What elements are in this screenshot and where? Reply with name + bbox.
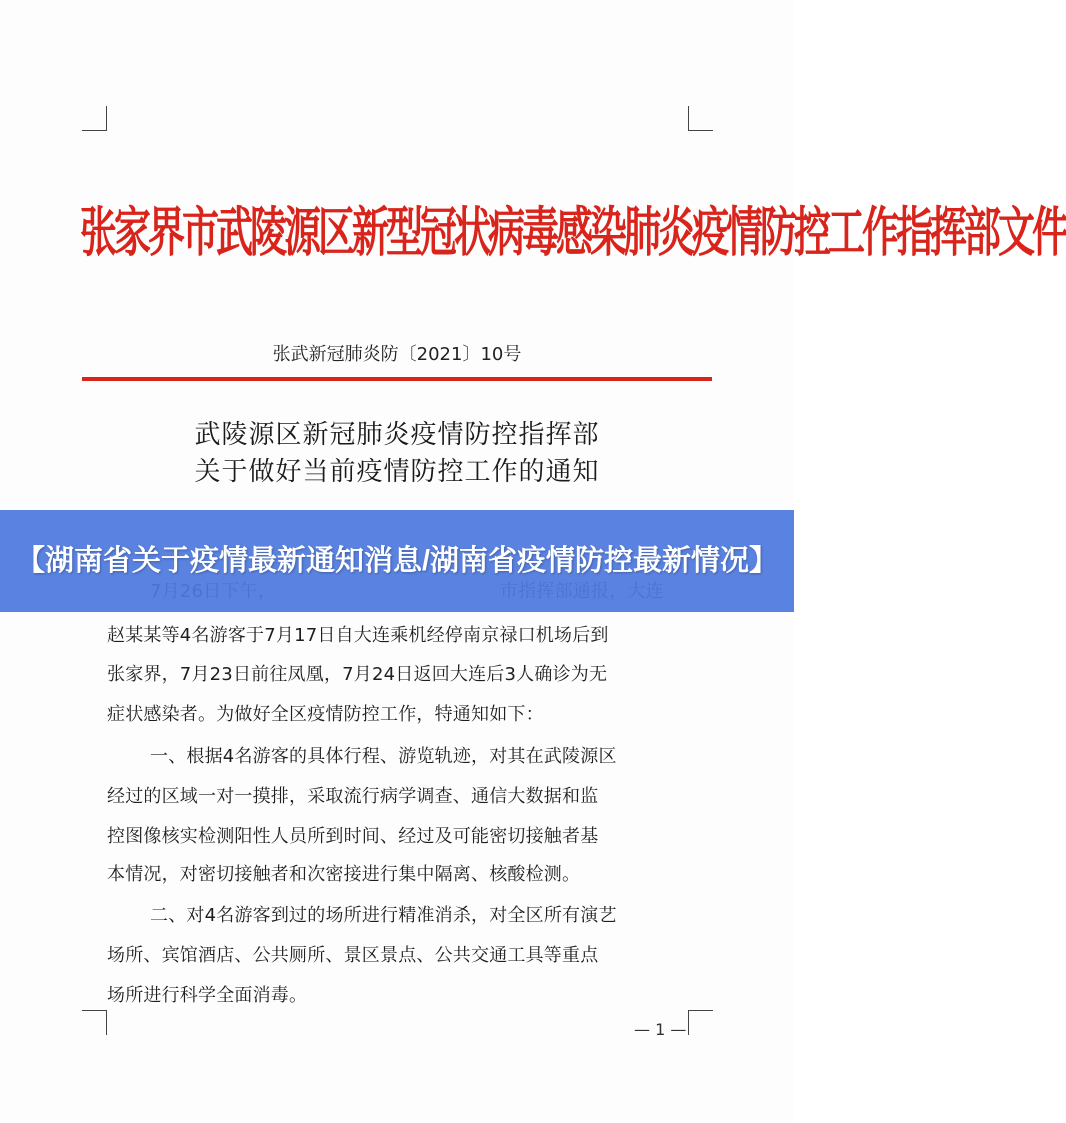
body-line: 本情况，对密切接触者和次密接进行集中隔离、核酸检测。 bbox=[107, 864, 581, 885]
issuer-header: 张家界市武陵源区新型冠状病毒感染肺炎疫情防控工作指挥部文件 bbox=[80, 199, 1066, 264]
body-line: 场所进行科学全面消毒。 bbox=[107, 985, 308, 1006]
crop-mark-bottom-right bbox=[688, 1010, 713, 1035]
page-number: — 1 — bbox=[634, 1020, 687, 1039]
document-title-line-1: 武陵源区新冠肺炎疫情防控指挥部 bbox=[194, 420, 600, 450]
body-line: 场所、宾馆酒店、公共厕所、景区景点、公共交通工具等重点 bbox=[107, 945, 599, 966]
headline-banner bbox=[0, 510, 794, 612]
crop-mark-bottom-left bbox=[82, 1010, 107, 1035]
document-number: 张武新冠肺炎防〔2021〕10号 bbox=[272, 344, 522, 365]
body-line: 控图像核实检测阳性人员所到时间、经过及可能密切接触者基 bbox=[107, 826, 599, 847]
body-line: 症状感染者。为做好全区疫情防控工作，特通知如下： bbox=[107, 704, 544, 725]
headline-banner-text: 【湖南省关于疫情最新通知消息/湖南省疫情防控最新情况】 bbox=[15, 545, 779, 577]
document-title-line-2: 关于做好当前疫情防控工作的通知 bbox=[194, 457, 600, 487]
body-line: 二、对4名游客到过的场所进行精准消杀，对全区所有演艺 bbox=[150, 905, 617, 926]
body-line: 赵某某等4名游客于7月17日自大连乘机经停南京禄口机场后到 bbox=[107, 625, 609, 646]
body-line: 张家界，7月23日前往凤凰，7月24日返回大连后3人确诊为无 bbox=[107, 664, 608, 685]
body-line: 经过的区域一对一摸排，采取流行病学调查、通信大数据和监 bbox=[107, 786, 599, 807]
crop-mark-top-right bbox=[688, 106, 713, 131]
red-divider bbox=[82, 377, 712, 381]
crop-mark-top-left bbox=[82, 106, 107, 131]
body-line: 一、根据4名游客的具体行程、游览轨迹，对其在武陵源区 bbox=[150, 746, 617, 767]
